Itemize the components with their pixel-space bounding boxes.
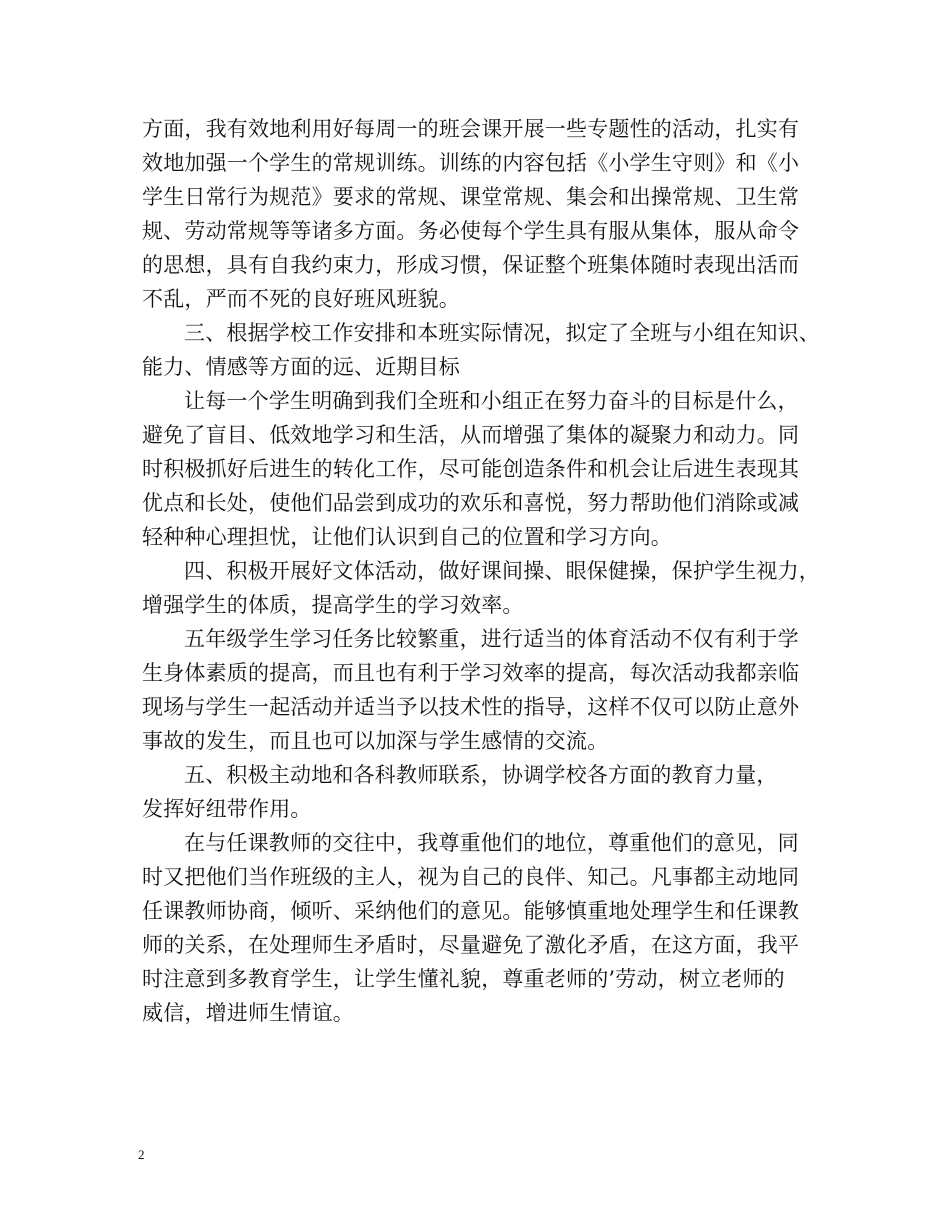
paragraph-first-line: 在与任课教师的交往中，我尊重他们的地位，尊重他们的意见，同 (184, 831, 799, 855)
text-line: 发挥好纽带作用。 (142, 797, 312, 821)
text-line: 时又把他们当作班级的主人，视为自己的良伴、知己。凡事都主动地同 (142, 865, 800, 889)
paragraph-first-line: 三、根据学校工作安排和本班实际情况，拟定了全班与小组在知识、 (184, 321, 820, 345)
text-line: 事故的发生，而且也可以加深与学生感情的交流。 (142, 729, 609, 753)
paragraph-first-line: 五、积极主动地和各科教师联系，协调学校各方面的教育力量， (184, 763, 778, 787)
text-line: 现场与学生一起活动并适当予以技术性的指导，这样不仅可以防止意外 (142, 695, 800, 719)
text-line: 方面，我有效地利用好每周一的班会课开展一些专题性的活动，扎实有 (142, 117, 800, 141)
page-number: 2 (138, 1147, 145, 1162)
paragraph-first-line: 五年级学生学习任务比较繁重，进行适当的体育活动不仅有利于学 (184, 627, 799, 651)
text-line: 规、劳动常规等等诸多方面。务必使每个学生具有服从集体，服从命令 (142, 219, 800, 243)
text-line: 避免了盲目、低效地学习和生活，从而增强了集体的凝聚力和动力。同 (142, 423, 800, 447)
text-line: 威信，增进师生情谊。 (142, 1001, 354, 1025)
text-line: 效地加强一个学生的常规训练。训练的内容包括《小学生守则》和《小 (142, 151, 800, 175)
text-line: 不乱，严而不死的良好班风班貌。 (142, 287, 460, 311)
text-line: 优点和长处，使他们品尝到成功的欢乐和喜悦，努力帮助他们消除或减 (142, 491, 800, 515)
paragraph-first-line: 让每一个学生明确到我们全班和小组正在努力奋斗的目标是什么， (184, 389, 799, 413)
body-text (142, 112, 822, 1030)
text-line: 学生日常行为规范》要求的常规、课堂常规、集会和出操常规、卫生常 (142, 185, 800, 209)
text-line: 师的关系，在处理师生矛盾时，尽量避免了激化矛盾，在这方面，我平 (142, 933, 800, 957)
text-line: 时注意到多教育学生，让学生懂礼貌，尊重老师的’劳动，树立老师的 (142, 967, 785, 991)
text-line: 任课教师协商，倾听、采纳他们的意见。能够慎重地处理学生和任课教 (142, 899, 800, 923)
text-line: 能力、情感等方面的远、近期目标 (142, 355, 460, 379)
text-line: 时积极抓好后进生的转化工作，尽可能创造条件和机会让后进生表现其 (142, 457, 800, 481)
text-line: 生身体素质的提高，而且也有利于学习效率的提高，每次活动我都亲临 (142, 661, 800, 685)
text-line: 轻种种心理担忧，让他们认识到自己的位置和学习方向。 (142, 525, 672, 549)
text-line: 增强学生的体质，提高学生的学习效率。 (142, 593, 524, 617)
paragraph-first-line: 四、积极开展好文体活动，做好课间操、眼保健操，保护学生视力， (184, 559, 820, 583)
text-line: 的思想，具有自我约束力，形成习惯，保证整个班集体随时表现出活而 (142, 253, 800, 277)
